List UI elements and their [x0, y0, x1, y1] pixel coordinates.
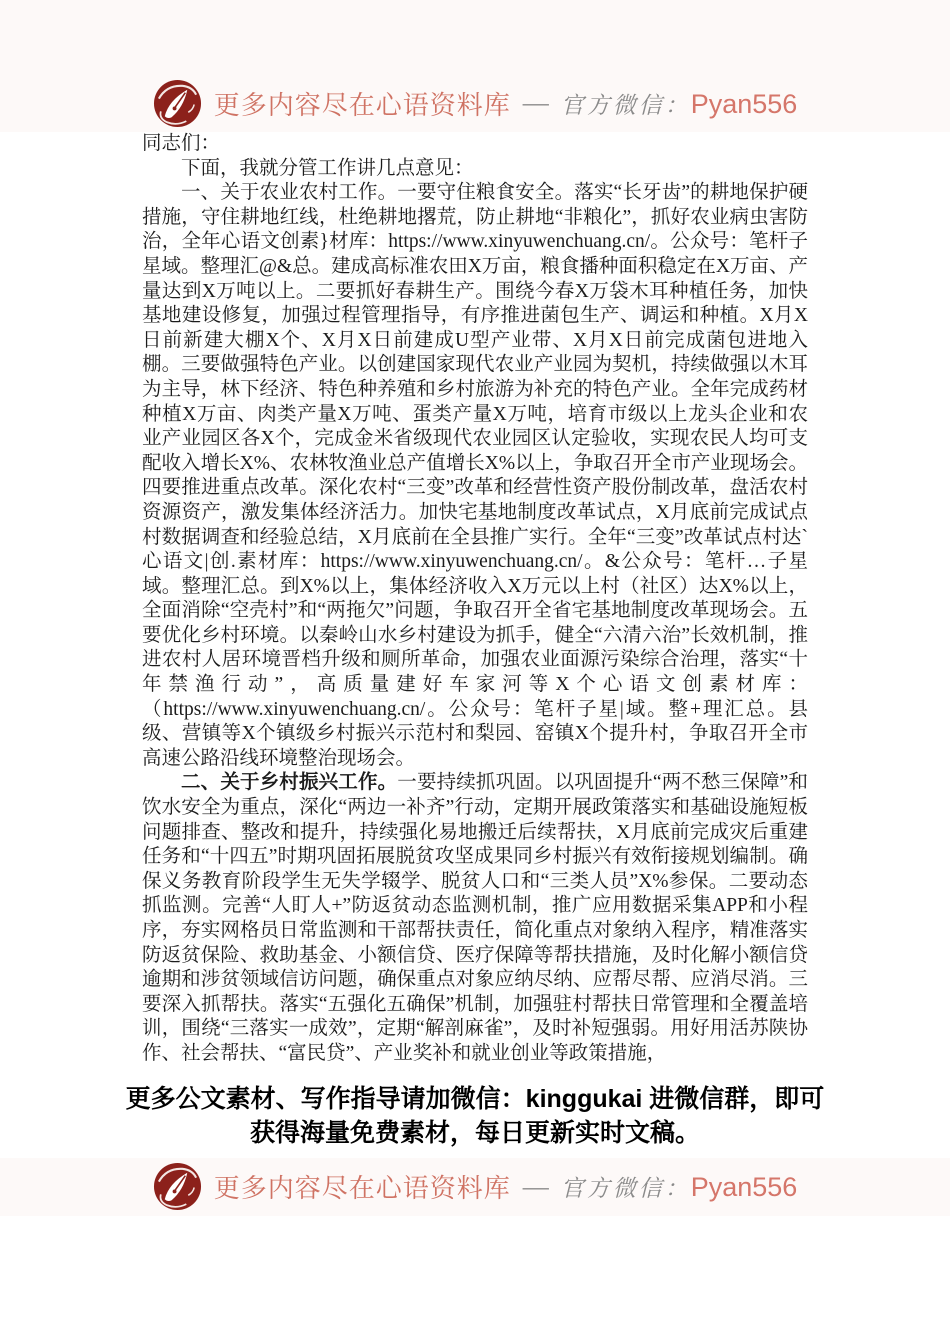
pen-seal-logo-icon — [153, 1162, 202, 1211]
header-banner-title: 更多内容尽在心语资料库 — [213, 90, 511, 120]
header-wechat-id: Pyan556 — [690, 88, 798, 119]
footer-banner-dash: — — [522, 1171, 549, 1201]
promo-line-2: 获得海量免费素材，每日更新实时文稿。 — [249, 1118, 700, 1147]
paragraph-1-body: 一要守住粮食安全。落实“长牙齿”的耕地保护硬措施，守住耕地红线，杜绝耕地撂荒，防止耕地“非粮化”，抓好农业病虫害防治，全年心语文创素}材库：https://www.xinyuwenchuang.cn/。公众号：笔杆子星域。整理汇@&总。建成高标准农田X万亩，粮食播种面积稳定在X万亩、产量达到X万吨以上。二要抓好春耕生产。围绕今春X万袋木耳种植任务，加快基地建设修复，加强过程管理指导，有序推进菌包生产、调运和种植。X月X日前新建大棚X个、X月X日前建成U型产业带、X月X日前完成菌包进地入棚。三要做强特色产业。以创建国家现代农业产业园为契机，持续做强以木耳为主导，林下经济、特色种养殖和乡村旅游为补充的特色产业。全年完成药材种植X万亩、肉类产量X万吨、蛋类产量X万吨，培育市级以上龙头企业和农业产业园区各X个，完成金米省级现代农业园区认定验收，实现农民人均可支配收入增长X%、农林牧渔业总产值增长X%以上，争取召开全市产业现场会。四要推进重点改革。深化农村“三变”改革和经营性资产股份制改革，盘活农村资源资产，激发集体经济活力。加快宅基地制度改革试点，X月底前完成试点村数据调查和经验总结，X月底前在全县推广实行。全年“三变”改革试点村达`心语文|创.素材库：https://www.xinyuwenchuang.cn/。&公众号：笔杆…子星域。整理汇总。到X%以上，集体经济收入X万元以上村（社区）达X%以上，全面消除“空壳村”和“两拖欠”问题，争取召开全省宅基地制度改革现场会。五要优化乡村环境。以秦岭山水乡村建设为抓手，健全“六清六治”长效机制，推进农村人居环境晋档升级和厕所革命，加强农业面源污染综合治理，落实“十年禁渔行动”，高质量建好车家河等X个心语文创素材库：（https://www.xinyuwenchuang.cn/。公众号：笔杆子星|域。整+理汇总。县级、营镇等X个镇级乡村振兴示范村和梨园、窑镇X个提升村，争取召开全市高速公路沿线环境整治现场会。 — [142, 182, 808, 769]
header-banner-dash: — — [522, 88, 549, 117]
paragraph-2-heading: 二、关于乡村振兴工作。 — [181, 772, 398, 794]
header-wechat-label — [561, 87, 798, 120]
intro-line: 下面，我就分管工作讲几点意见： — [181, 157, 474, 179]
paragraph-agriculture-work — [142, 181, 808, 771]
paragraph-1-heading: 一、关于农业农村工作。 — [181, 182, 398, 204]
salutation: 同志们： — [142, 133, 221, 154]
header-banner — [0, 0, 950, 132]
footer-wechat-id: Pyan556 — [690, 1172, 798, 1203]
promo-banner — [0, 1082, 950, 1150]
pen-seal-logo-icon — [153, 79, 202, 128]
footer-wechat-label — [561, 1170, 798, 1203]
paragraph-rural-revitalization — [142, 771, 808, 1066]
footer-banner-title: 更多内容尽在心语资料库 — [213, 1174, 511, 1204]
header-wechat-label-text: 官方微信： — [560, 92, 691, 118]
promo-line-1: 更多公文素材、写作指导请加微信：kinggukai 进微信群，即可 — [125, 1084, 825, 1113]
footer-wechat-label-text: 官方微信： — [560, 1176, 691, 1202]
footer-banner — [0, 1158, 950, 1216]
paragraph-2-body: 一要持续抓巩固。以巩固提升“两不愁三保障”和饮水安全为重点，深化“两边一补齐”行动，定期开展政策落实和基础设施短板问题排查、整改和提升，持续强化易地搬迁后续帮扶，X月底前完成灾后重建任务和“十四五”时期巩固拓展脱贫攻坚成果同乡村振兴有效衔接规划编制。确保义务教育阶段学生无失学辍学、脱贫人口和“三类人员”X%参保。二要动态抓监测。完善“人盯人+”防返贫动态监测机制，推广应用数据采集APP和小程序，夯实网格员日常监测和干部帮扶责任，简化重点对象纳入程序，精准落实防返贫保险、救助基金、小额信贷、医疗保障等帮扶措施，及时化解小额信贷逾期和涉贫领域信访问题，确保重点对象应纳尽纳、应帮尽帮、应消尽消。三要深入抓帮扶。落实“五强化五确保”机制，加强驻村帮扶日常管理和全覆盖培训，围绕“三落实一成效”，定期“解剖麻雀”，及时补短强弱。用好用活苏陕协作、社会帮扶、“富民贷”、产业奖补和就业创业等政策措施， — [142, 772, 808, 1064]
document-body — [142, 132, 808, 1067]
